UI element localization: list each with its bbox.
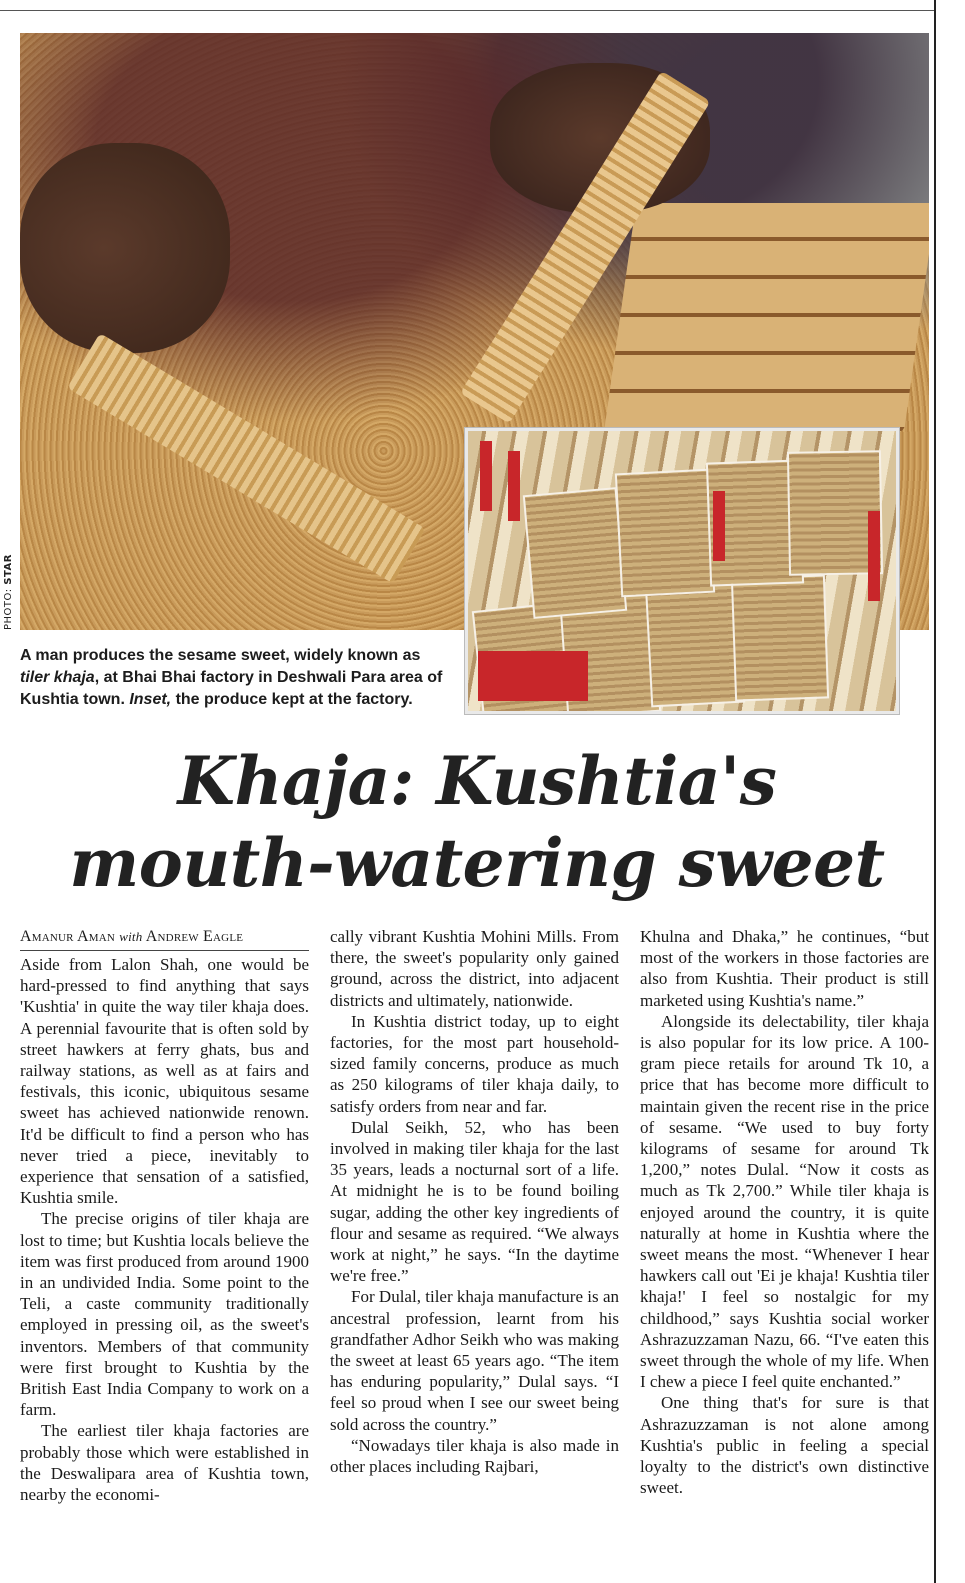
inset-red-label: [480, 441, 492, 511]
inset-red-label: [713, 491, 725, 561]
photo-credit-source: STAR: [3, 554, 14, 585]
inset-photo: [465, 428, 899, 714]
paragraph: In Kushtia district today, up to eight factories, for the most part household-sized family concerns, produce as much as 250 kilograms of tiler khaja daily, to satisfy orders from near and far.: [330, 1011, 619, 1116]
paragraph: One thing that's for sure is that Ashrazuzzaman is not alone among Kushtia's public in feeling a special loyalty to the district's own distinctive sweet.: [640, 1393, 929, 1498]
byline-author-1: Amanur Aman: [20, 928, 116, 945]
right-rule: [934, 0, 936, 1583]
inset-packet: [523, 487, 627, 619]
headline: [20, 740, 934, 904]
photo-credit: [3, 554, 17, 730]
article-column-1: [20, 926, 309, 1505]
khaja-bar-left: [67, 333, 426, 584]
inset-red-label: [508, 451, 520, 521]
caption-italic: tiler khaja: [20, 669, 95, 686]
inset-red-label: [478, 651, 588, 701]
article-column-3: [640, 926, 929, 1498]
photo-credit-label: PHOTO:: [3, 588, 14, 630]
photo-caption: [20, 645, 452, 711]
paragraph: Aside from Lalon Shah, one would be hard-pressed to find anything that says 'Kushtia' in quite the way tiler khaja does. A perennial favourite that is often sold by street hawkers at ferry ghats, bus and railway stations, as well as at fairs and festivals, this iconic, ubiquitous sesame sweet has achieved nationwide renown. It'd be difficult to find a person who has never tried a piece, inevitably to experience that sensation of a satisfied, Kushtia smile.: [20, 955, 309, 1208]
paragraph: For Dulal, tiler khaja manufacture is an ancestral profession, learnt from his grandfather Adhor Seikh who was making the sweet at least 65 years ago. “The item has enduring popularity,” Dulal says. “I feel so proud when I see our sweet being sold across the country.”: [330, 1287, 619, 1434]
byline-author-2: Andrew Eagle: [145, 928, 244, 945]
inset-packet: [645, 579, 745, 708]
paragraph: Alongside its delectability, tiler khaja is also popular for its low price. A 100-gram piece retails for around Tk 10, a price that has become more difficult to maintain given the recent rise in the price of sesame. “We used to buy forty kilograms of sesame for around Tk 1,200,” notes Dulal. “Now it costs as much as Tk 2,700.” While tiler khaja is enjoyed around the country, it is quite naturally at home in Kushtia where the sweet means the most. “Whenever I hear hawkers call out 'Ei je khaja! Kushtia tiler khaja!' I feel so nostalgic for my childhood,” says Kushtia social worker Ashrazuzzaman Nazu, 66. “I've eaten this sweet through the whole of my life. When I chew a piece I feel quite enchanted.”: [640, 1011, 929, 1392]
caption-text: the produce kept at the factory.: [171, 691, 413, 708]
byline: [20, 926, 309, 948]
left-hand: [20, 143, 230, 353]
paragraph: The earliest tiler khaja factories are probably those which were established in the Deswalipara area of Kushtia town, nearby the economi-: [20, 1421, 309, 1505]
paragraph: cally vibrant Kushtia Mohini Mills. From there, the sweet's popularity only gained ground, across the district, into adjacent districts and ultimately, nationwide.: [330, 927, 619, 1010]
byline-rule: [20, 950, 309, 951]
inset-packet: [615, 469, 715, 598]
paragraph: Dulal Seikh, 52, who has been involved in making tiler khaja for the last 35 years, leads a nocturnal sort of a life. At midnight he is to be found boiling sugar, adding the other key ingredients of flour and sesame as required. “We always work at night,” he says. “In the daytime we're free.”: [330, 1117, 619, 1286]
inset-red-label: [868, 511, 880, 601]
headline-line-1: Khaja: Kushtia's: [177, 742, 777, 820]
caption-text: A man produces the sesame sweet, widely known as: [20, 647, 421, 664]
inset-packet: [731, 574, 829, 701]
byline-joiner: with: [119, 929, 143, 944]
article-column-2: [330, 926, 619, 1477]
paragraph: Khulna and Dhaka,” he continues, “but most of the workers in those factories are also from Kushtia. Their product is still marketed using Kushtia's name.”: [640, 927, 929, 1010]
headline-line-2: mouth-watering sweet: [69, 824, 885, 902]
paragraph: “Nowadays tiler khaja is also made in other places including Rajbari,: [330, 1435, 619, 1477]
paragraph: The precise origins of tiler khaja are lost to time; but Kushtia locals believe the item was first produced from around 1900 in an undivided India. Some point to the Teli, a caste community traditionally employed in pressing oil, as the sweet's inventors. Members of that community were first brought to Kushtia by the British East India Company to work on a farm.: [20, 1209, 309, 1420]
caption-text: , at Bhai Bhai factory in Deshwali Para area of Kushtia town.: [20, 669, 443, 708]
khaja-stack: [604, 203, 929, 433]
caption-italic: Inset,: [129, 691, 172, 708]
top-rule: [0, 10, 934, 11]
